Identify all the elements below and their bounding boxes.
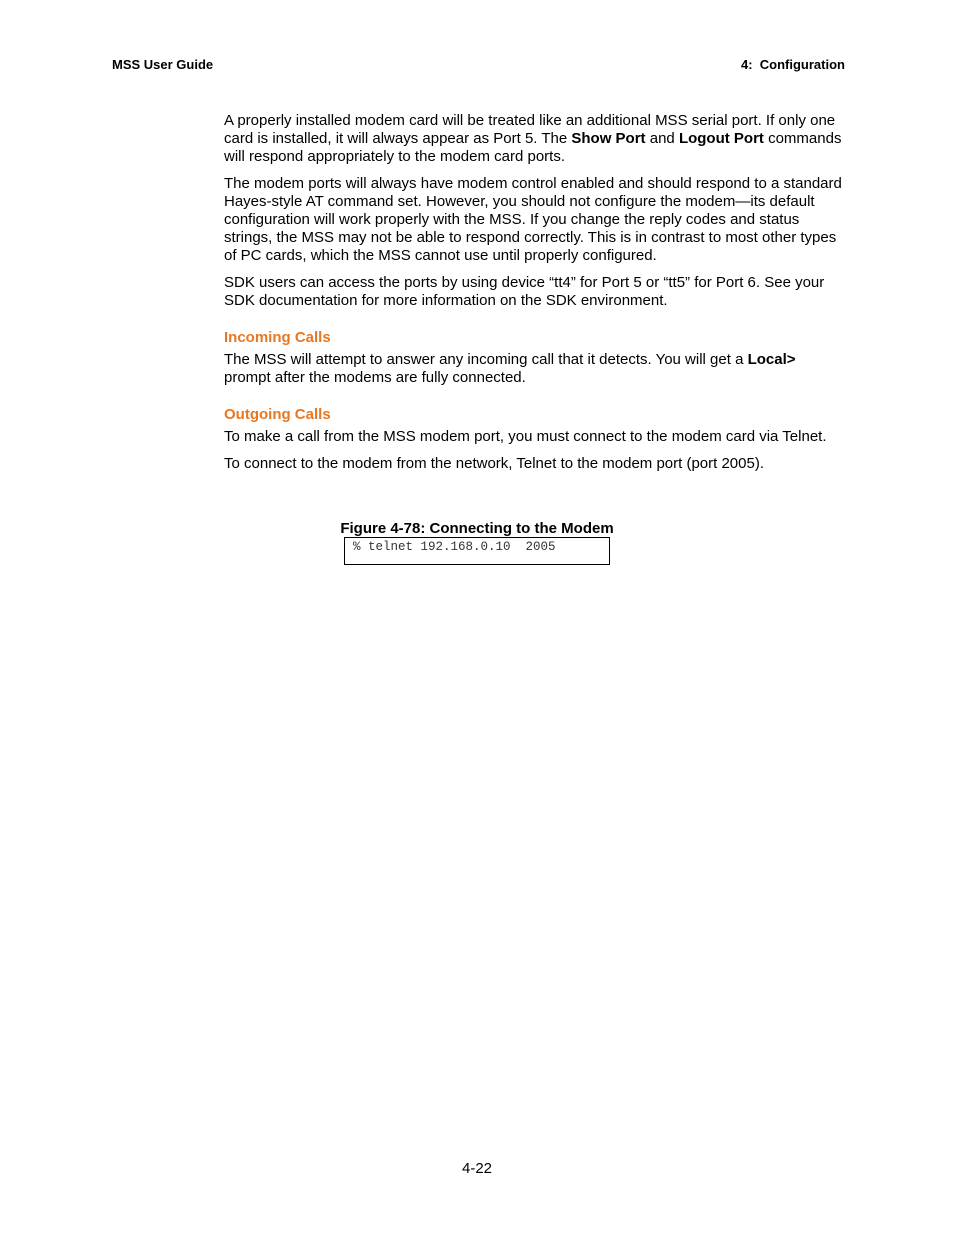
text-run: and: [645, 130, 679, 147]
local-prompt: Local>: [747, 351, 796, 368]
text-run: The MSS will attempt to answer any incoming call that it detects. You will get a: [224, 351, 748, 368]
running-header-title: MSS User Guide: [112, 57, 214, 72]
text-run: A properly installed modem card will be treated like an additional MSS serial port. If only one card is installed, it will always appear as Port 5. The: [224, 112, 836, 147]
heading-incoming-calls: Incoming Calls: [224, 329, 331, 346]
figure-caption: Figure 4-78: Connecting to the Modem: [340, 520, 614, 537]
paragraph-outgoing-1: To make a call from the MSS modem port, you must connect to the modem card via Telnet.: [224, 428, 827, 445]
text-run: prompt after the modems are fully connected.: [224, 369, 526, 386]
paragraph-outgoing-2: To connect to the modem from the network, Telnet to the modem port (port 2005).: [224, 455, 764, 472]
code-block: [344, 537, 610, 565]
heading-outgoing-calls: Outgoing Calls: [224, 406, 331, 423]
running-header-chapter: 4: Configuration: [741, 57, 845, 72]
paragraph-modem-card: [224, 112, 844, 166]
paragraph-incoming: [224, 351, 844, 387]
show-port-command: Show Port: [571, 130, 646, 147]
text-run: commands will respond appropriately to the modem card ports.: [224, 130, 842, 165]
code-line: % telnet 192.168.0.10 2005: [353, 540, 556, 554]
logout-port-command: Logout Port: [678, 130, 764, 147]
page-number: 4-22: [461, 1160, 493, 1177]
main-content: [224, 112, 844, 482]
paragraph-sdk: SDK users can access the ports by using device “tt4” for Port 5 or “tt5” for Port 6. See your SDK documentation for more information on the SDK environment.: [224, 274, 825, 309]
paragraph-modem-ports: The modem ports will always have modem control enabled and should respond to a standard Hayes-style AT command set. However, you should not configure the modem—its default configuration will work properly with the MSS. If you change the reply codes and status strings, the MSS may not be able to respond correctly. This is in contrast to most other types of PC cards, which the MSS cannot use until properly configured.: [224, 175, 842, 264]
